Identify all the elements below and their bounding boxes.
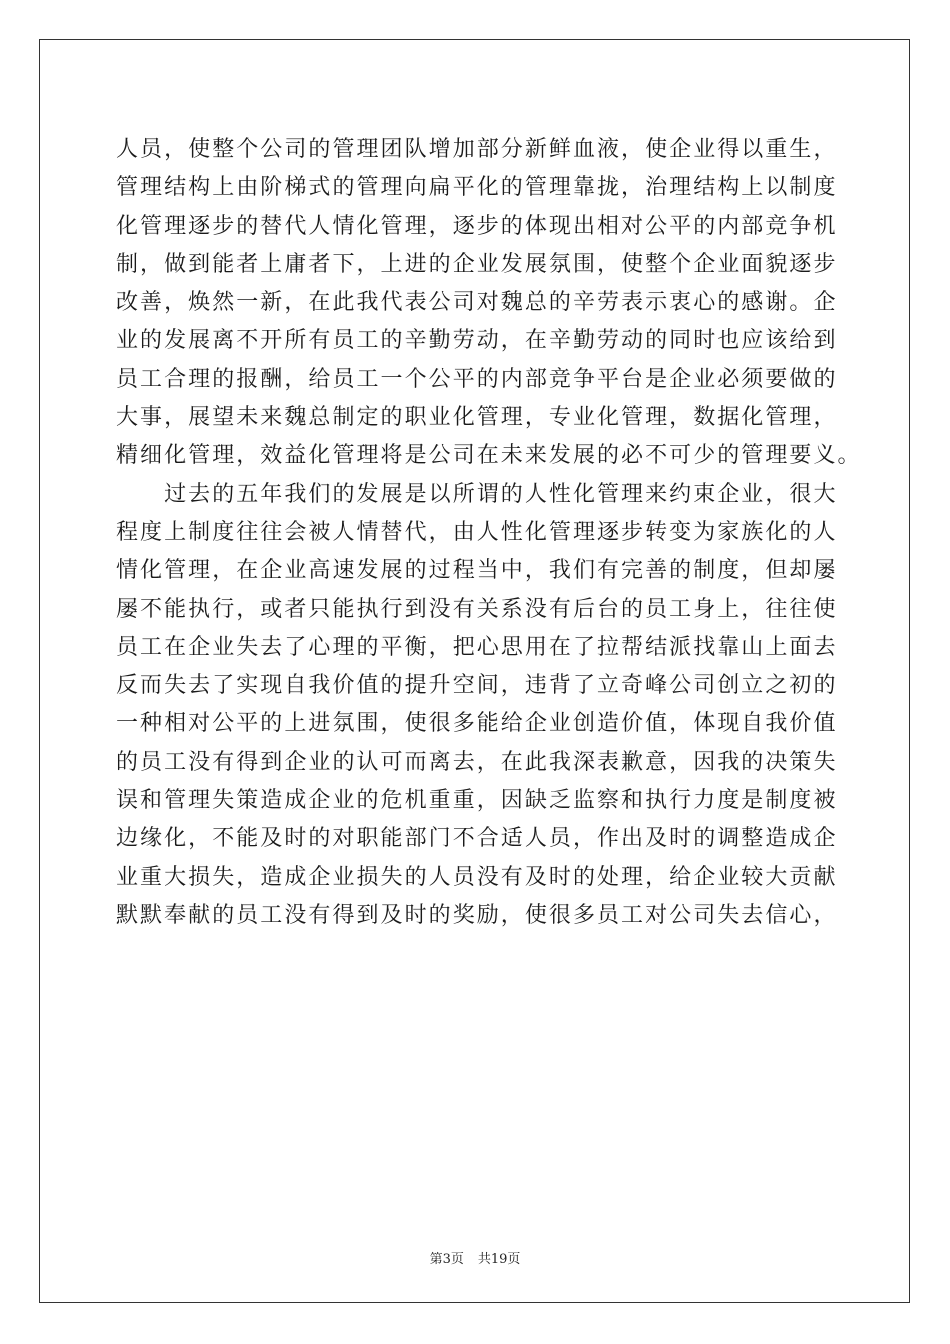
text-line: 员工合理的报酬，给员工一个公平的内部竞争平台是企业必须要做的: [116, 366, 838, 392]
text-line: 的员工没有得到企业的认可而离去，在此我深表歉意，因我的决策失: [116, 749, 838, 775]
text-line: 误和管理失策造成企业的危机重重，因缺乏监察和执行力度是制度被: [116, 788, 838, 814]
text-line: 情化管理，在企业高速发展的过程当中，我们有完善的制度，但却屡: [116, 558, 838, 584]
text-line: 制，做到能者上庸者下，上进的企业发展氛围，使整个企业面貌逐步: [116, 251, 838, 277]
text-line: 化管理逐步的替代人情化管理，逐步的体现出相对公平的内部竞争机: [116, 213, 838, 239]
text-line: 精细化管理，效益化管理将是公司在未来发展的必不可少的管理要义。: [116, 443, 862, 469]
page-total: 共19页: [477, 1252, 521, 1267]
page-number: 第3页: [429, 1252, 464, 1267]
text-line: 反而失去了实现自我价值的提升空间，违背了立奇峰公司创立之初的: [116, 673, 838, 699]
paragraph-start-line: 过去的五年我们的发展是以所谓的人性化管理来约束企业，很大: [116, 481, 838, 507]
text-line: 大事，展望未来魏总制定的职业化管理，专业化管理，数据化管理，: [116, 405, 838, 431]
text-line: 改善，焕然一新，在此我代表公司对魏总的辛劳表示衷心的感谢。企: [116, 290, 838, 316]
page-footer: [0, 1248, 950, 1267]
text-line: 默默奉献的员工没有得到及时的奖励，使很多员工对公司失去信心，: [116, 902, 838, 928]
text-line: 业的发展离不开所有员工的辛勤劳动，在辛勤劳动的同时也应该给到: [116, 328, 838, 354]
text-line: 管理结构上由阶梯式的管理向扁平化的管理靠拢，治理结构上以制度: [116, 175, 838, 201]
text-line: 屡不能执行，或者只能执行到没有关系没有后台的员工身上，往往使: [116, 596, 838, 622]
text-line: 人员，使整个公司的管理团队增加部分新鲜血液，使企业得以重生，: [116, 137, 838, 162]
text-line: 程度上制度往往会被人情替代，由人性化管理逐步转变为家族化的人: [116, 519, 838, 545]
text-line: 业重大损失，造成企业损失的人员没有及时的处理，给企业较大贡献: [116, 864, 838, 890]
document-body: [116, 131, 862, 935]
text-line: 边缘化，不能及时的对职能部门不合适人员，作出及时的调整造成企: [116, 826, 838, 852]
text-line: 员工在企业失去了心理的平衡，把心思用在了拉帮结派找靠山上面去: [116, 634, 838, 660]
text-line: 一种相对公平的上进氛围，使很多能给企业创造价值，体现自我价值: [116, 711, 838, 737]
